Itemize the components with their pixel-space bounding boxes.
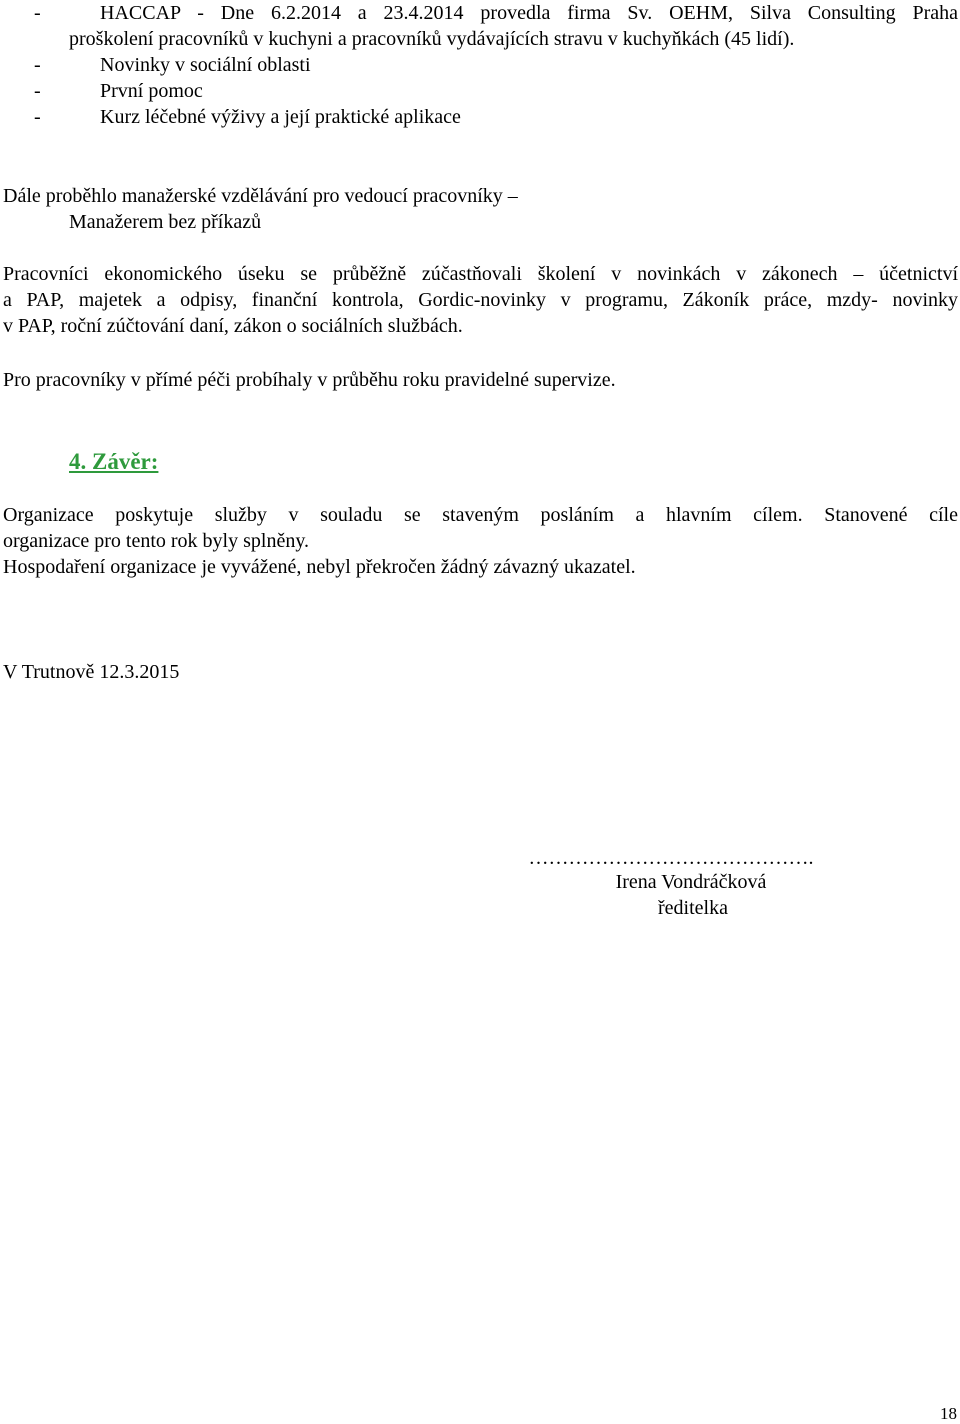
economic-paragraph-line: a PAP, majetek a odpisy, finanční kontrola, Gordic-novinky v programu, Zákoník práce, mzdy- novinky [3, 289, 958, 311]
signatory-title: ředitelka [658, 897, 728, 919]
conclusion-paragraph-line: Organizace poskytuje služby v souladu se staveným posláním a hlavním cílem. Stanovené cíle [3, 504, 958, 526]
signatory-name: Irena Vondráčková [615, 871, 767, 893]
list-dash: - [34, 106, 41, 128]
place-date: V Trutnově 12.3.2015 [3, 661, 180, 683]
conclusion-paragraph-line: Hospodaření organizace je vyvážené, nebyl překročen žádný závazný ukazatel. [3, 556, 636, 578]
conclusion-paragraph-line: organizace pro tento rok byly splněny. [3, 530, 310, 552]
list-item-text: Kurz léčebné výživy a její praktické aplikace [100, 106, 461, 128]
economic-paragraph-line: v PAP, roční zúčtování daní, zákon o sociálních službách. [3, 315, 463, 337]
management-course-name: Manažerem bez příkazů [69, 211, 262, 233]
section-heading-conclusion: 4. Závěr: [69, 449, 159, 474]
list-item-text: První pomoc [100, 80, 203, 102]
list-item-continuation: proškolení pracovníků v kuchyni a pracovníků vydávajících stravu v kuchyňkách (45 lidí). [69, 28, 795, 50]
list-item-text: Novinky v sociální oblasti [100, 54, 311, 76]
list-dash: - [34, 80, 41, 102]
list-dash: - [34, 54, 41, 76]
economic-paragraph-line: Pracovníci ekonomického úseku se průběžně zúčastňovali školení v novinkách v zákonech – účetnictví [3, 263, 958, 285]
supervision-paragraph: Pro pracovníky v přímé péči probíhaly v průběhu roku pravidelné supervize. [3, 369, 616, 391]
list-item-text: HACCAP - Dne 6.2.2014 a 23.4.2014 provedla firma Sv. OEHM, Silva Consulting Praha [100, 2, 958, 24]
page-number: 18 [940, 1404, 957, 1423]
signature-line: ……………………………………. [528, 847, 814, 869]
management-paragraph-line: Dále proběhlo manažerské vzdělávání pro vedoucí pracovníky – [3, 185, 518, 207]
list-dash: - [34, 2, 41, 24]
